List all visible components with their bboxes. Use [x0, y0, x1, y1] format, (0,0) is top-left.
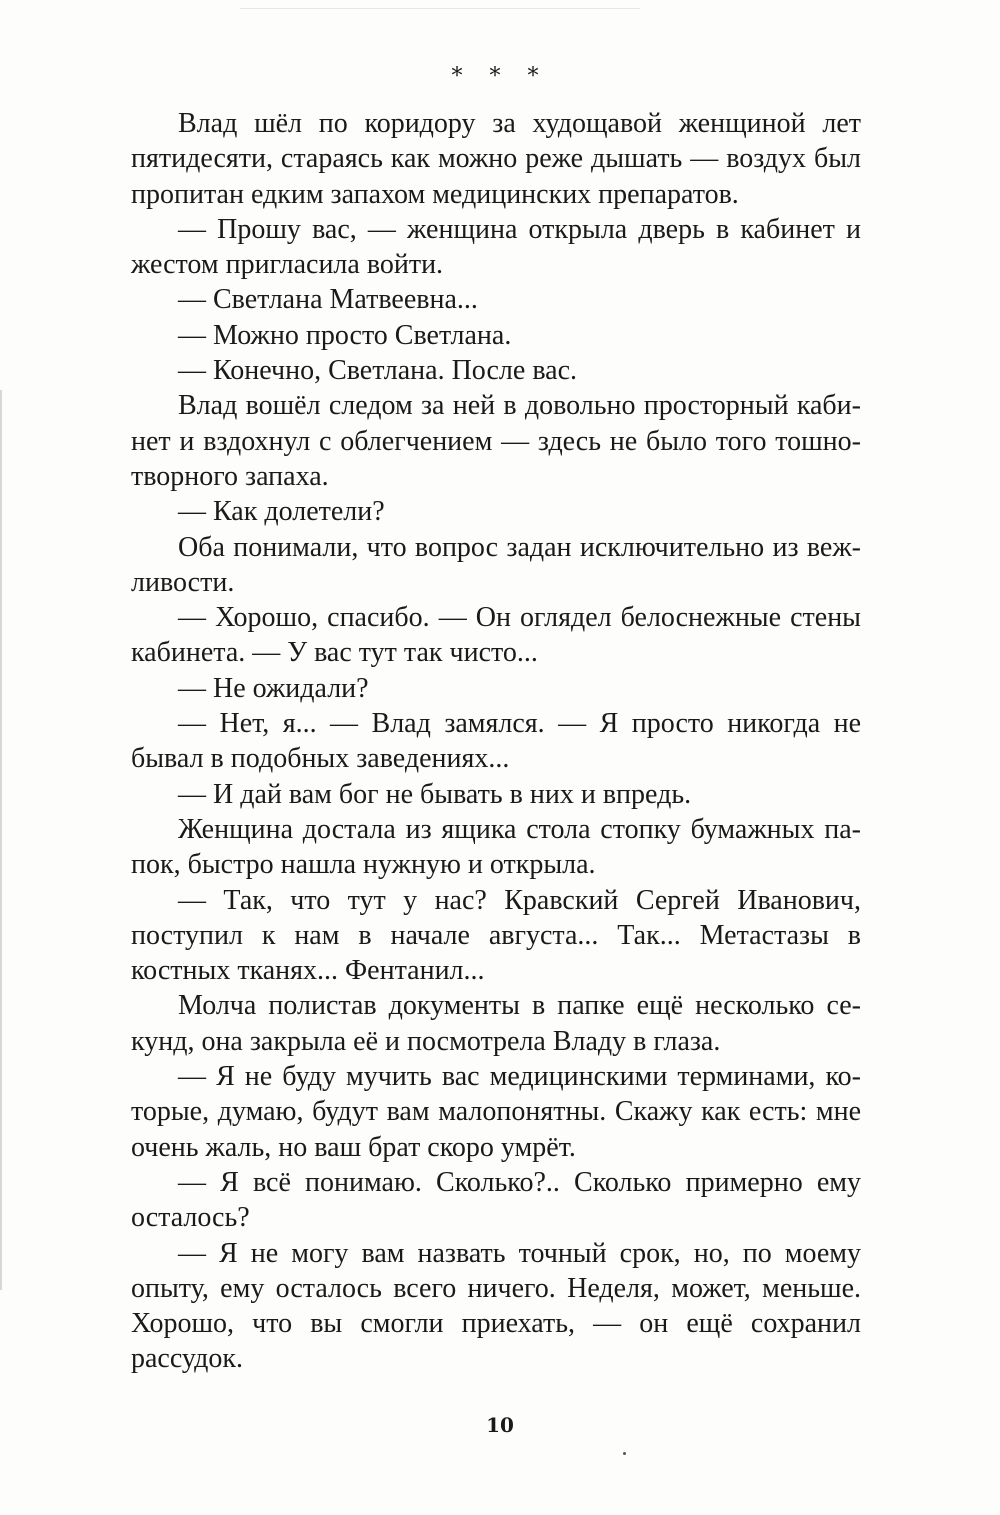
paragraph: — Как долетели?: [178, 496, 385, 528]
paragraph: — Прошу вас, — женщина открыла дверь в кабинет и жестом пригласила войти.: [131, 213, 861, 281]
top-edge-line: [240, 8, 640, 9]
page-number: 10: [486, 1413, 514, 1437]
paragraph: — Так, что тут у нас? Кравский Сергей Иванович, поступил к нам в начале августа... Так... Метастазы в костных тканях... Фентанил...: [131, 884, 861, 987]
paragraph: — Хорошо, спасибо. — Он оглядел белоснежные стены кабинета. — У вас тут так чисто...: [131, 602, 861, 669]
paragraph: — И дай вам бог не бывать в них и впредь.: [178, 778, 692, 810]
paragraph: — Я не буду мучить вас медицинскими терминами, которые, думаю, будут вам малопонятны. Скажу как есть: мне очень жаль, но ваш брат скоро умрёт.: [131, 1061, 861, 1163]
paragraph: — Можно просто Светлана.: [178, 319, 512, 351]
paragraph: — Конечно, Светлана. После вас.: [178, 355, 578, 387]
paragraph: — Нет, я... — Влад замялся. — Я просто никогда не бывал в подобных заведениях...: [131, 708, 861, 775]
paragraph: — Не ожидали?: [178, 672, 369, 704]
paragraph: Влад шёл по коридору за худощавой женщиной лет пятидесяти, стараясь как можно реже дышать — воздух был пропитан едким запахом медицинских препаратов.: [131, 108, 861, 210]
body-text: [131, 106, 861, 1377]
section-separator: * * *: [451, 64, 549, 89]
paragraph: — Светлана Матвеевна...: [178, 284, 478, 316]
paragraph: Женщина достала из ящика стола стопку бумажных папок, быстро нашла нужную и открыла.: [131, 813, 861, 881]
paragraph: Молча полистав документы в папке ещё несколько секунд, она закрыла её и посмотрела Владу в глаза.: [131, 990, 861, 1057]
paragraph: Влад вошёл следом за ней в довольно просторный кабинет и вздохнул с облегчением — здесь не было того тошнотворного запаха.: [131, 390, 861, 492]
paragraph: — Я всё понимаю. Сколько?.. Сколько примерно ему осталось?: [131, 1166, 861, 1234]
paragraph: Оба понимали, что вопрос задан исключительно из вежливости.: [131, 531, 861, 598]
print-speck: [623, 1452, 626, 1455]
page-left-edge: [0, 390, 2, 1290]
paragraph: — Я не могу вам назвать точный срок, но, по моему опыту, ему осталось всего ничего. Неделя, может, меньше. Хорошо, что вы смогли приехать, — он ещё сохранил рассудок.: [131, 1237, 861, 1375]
